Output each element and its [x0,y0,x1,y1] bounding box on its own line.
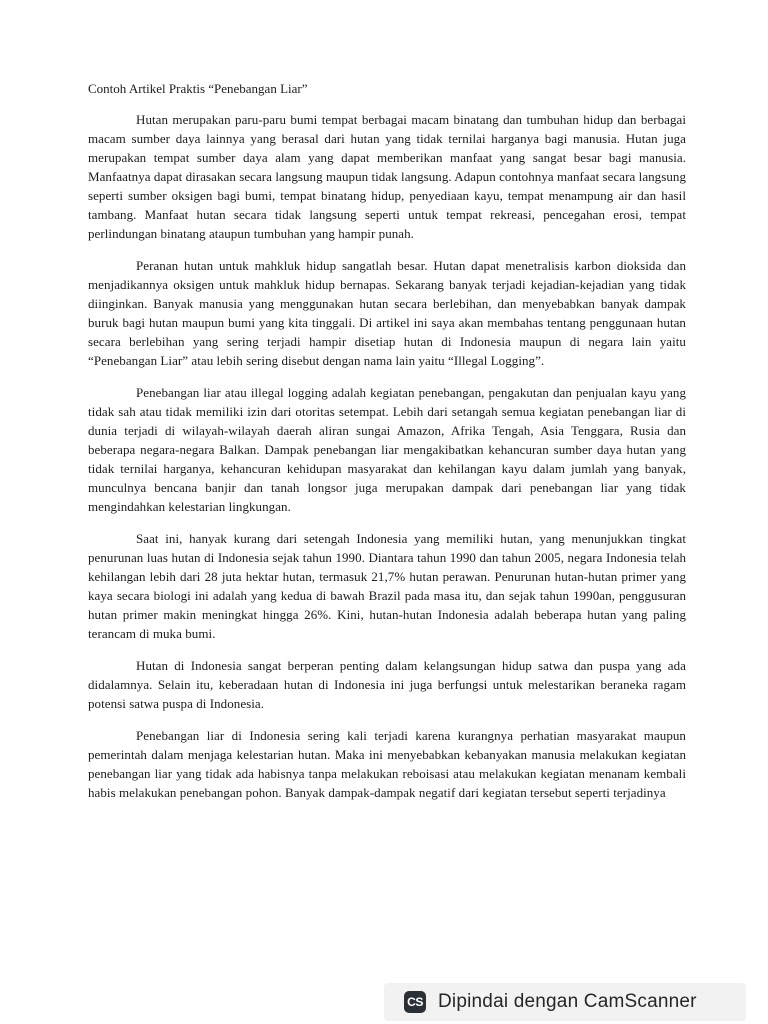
camscanner-watermark [384,983,746,1021]
camscanner-logo-icon: CS [404,991,426,1013]
document-page [88,80,686,802]
watermark-label: Dipindai dengan CamScanner [438,991,697,1012]
paragraph-4: Saat ini, hanyak kurang dari setengah Indonesia yang memiliki hutan, yang menunjukkan tingkat penurunan luas hutan di Indonesia sejak tahun 1990. Diantara tahun 1990 dan tahun 2005, negara Indonesia telah kehilangan lebih dari 28 juta hektar hutan, termasuk 21,7% hutan perawan. Penurunan hutan-hutan primer yang kaya secara biologi ini adalah yang kedua di bawah Brazil pada masa itu, dan sejak tahun 1990an, penggusuran hutan primer makin meningkat hingga 26%. Kini, hutan-hutan Indonesia adalah beberapa hutan yang paling terancam di muka bumi. [88,531,686,641]
paragraph-3: Penebangan liar atau illegal logging adalah kegiatan penebangan, pengakutan dan penjualan kayu yang tidak sah atau tidak memiliki izin dari otoritas setempat. Lebih dari setangah semua kegiatan penebangan liar di dunia terjadi di wilayah-wilayah daerah aliran sungai Amazon, Afrika Tengah, Asia Tenggara, Rusia dan beberapa negara-negara Balkan. Dampak penebangan liar mengakibatkan kehancuran sumber daya hutan yang tidak ternilai harganya, kehancuran kehidupan masyarakat dan kehilangan kayu dalam jumlah yang banyak, munculnya bencana banjir dan tanah longsor juga merupakan dampak dari penebangan liar yang tidak mengindahkan kelestarian lingkungan. [88,385,686,514]
document-title: Contoh Artikel Praktis “Penebangan Liar” [88,81,308,96]
paragraph-5: Hutan di Indonesia sangat berperan penting dalam kelangsungan hidup satwa dan puspa yang ada didalamnya. Selain itu, keberadaan hutan di Indonesia ini juga berfungsi untuk melestarikan beraneka ragam potensi satwa puspa di Indonesia. [88,658,686,711]
paragraph-2: Peranan hutan untuk mahkluk hidup sangatlah besar. Hutan dapat menetralisis karbon dioksida dan menjadikannya oksigen untuk mahkluk hidup bernapas. Sekarang banyak terjadi kejadian-kejadian yang tidak diinginkan. Banyak manusia yang menggunakan hutan secara berlebihan, dan menyebabkan banyak dampak buruk bagi hutan maupun bumi yang kita tinggali. Di artikel ini saya akan membahas tentang penggunaan hutan secara berlebihan yang sering terjadi hampir disetiap hutan di Indonesia maupun di negara lain yaitu “Penebangan Liar” atau lebih sering disebut dengan nama lain yaitu “Illegal Logging”. [88,258,686,368]
paragraph-1: Hutan merupakan paru-paru bumi tempat berbagai macam binatang dan tumbuhan hidup dan berbagai macam sumber daya lainnya yang berasal dari hutan yang tidak ternilai harganya bagi manusia. Hutan juga merupakan tempat sumber daya alam yang dapat memberikan manfaat yang sangat besar bagi manusia. Manfaatnya dapat dirasakan secara langsung maupun tidak langsung. Adapun contohnya manfaat secara langsung seperti sumber oksigen bagi bumi, tempat binatang hidup, penyediaan kayu, tempat menampung air dan hasil tambang. Manfaat hutan secara tidak langsung seperti untuk tempat rekreasi, pencegahan erosi, tempat perlindungan binatang ataupun tumbuhan yang hampir punah. [88,112,686,241]
paragraph-6: Penebangan liar di Indonesia sering kali terjadi karena kurangnya perhatian masyarakat maupun pemerintah dalam menjaga kelestarian hutan. Maka ini menyebabkan kebanyakan manusia melakukan kegiatan penebangan liar yang tidak ada habisnya tanpa melakukan reboisasi atau melakukan kegiatan menanam kembali habis melakukan penebangan pohon. Banyak dampak-dampak negatif dari kegiatan tersebut seperti terjadinya [88,728,686,800]
